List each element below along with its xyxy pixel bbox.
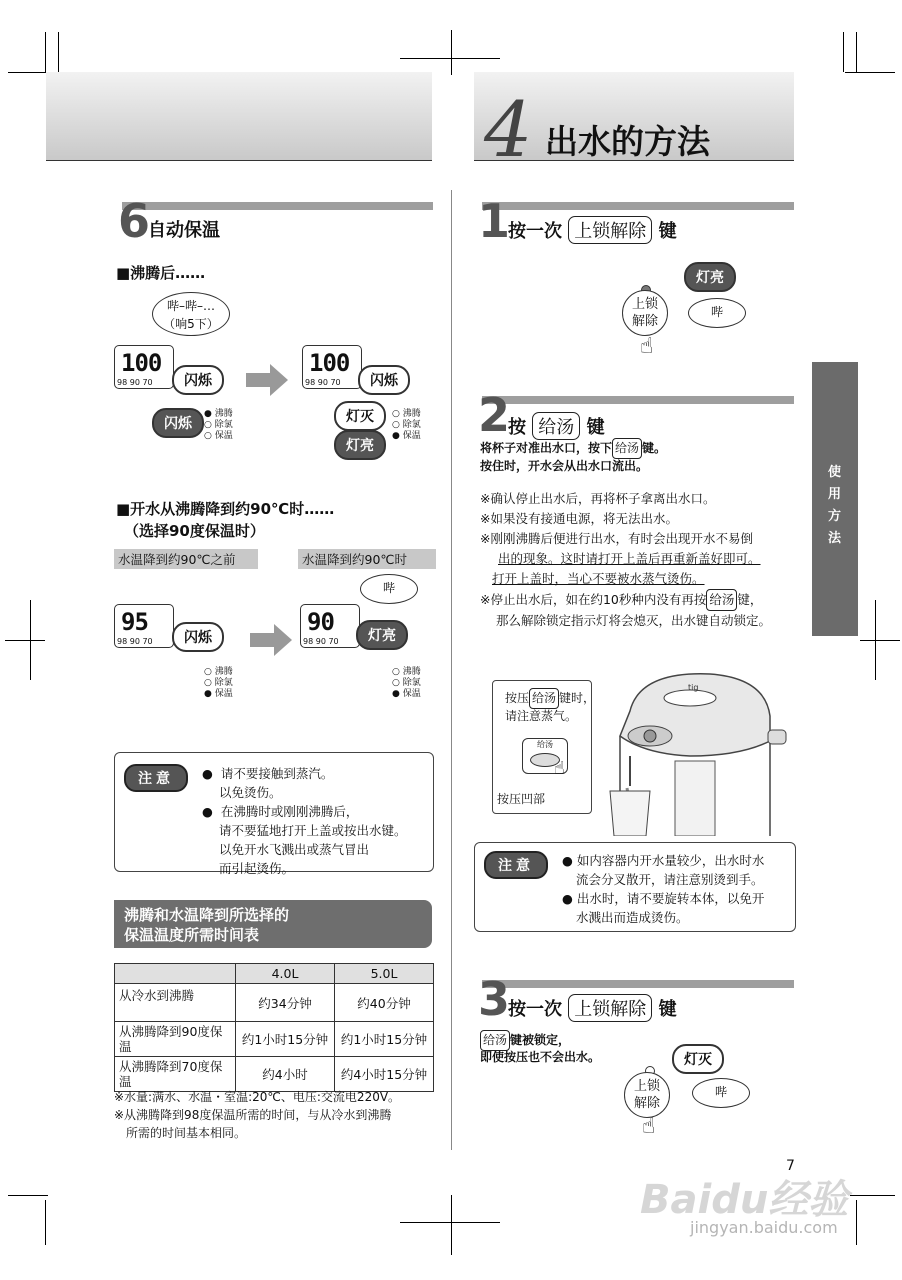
side-tab-char: 使 — [828, 465, 842, 480]
lamp-indicators: ● 沸腾 ○ 除氯 ○ 保温 — [204, 409, 233, 441]
table-header-row — [115, 964, 434, 984]
caution-text: ● 请不要接触到蒸汽。 以免烫伤。 ● 在沸腾时或刚刚沸腾后， 请不要猛地打开上盖或按出水键。 以免开水飞溅出或蒸气冒出 而引起烫伤。 — [202, 764, 432, 878]
lamp-label: 除氯 — [402, 420, 421, 430]
crop-mark — [850, 1195, 895, 1196]
before-label: 水温降到约90℃之前 — [114, 549, 258, 569]
section-bar — [122, 202, 433, 210]
chapter-title: 出水的方法 — [545, 122, 710, 161]
note-line: 键， — [737, 592, 763, 607]
flash-label: 闪烁 — [172, 365, 224, 395]
step-title-text: 键 — [658, 999, 677, 1020]
caution-line: 出水时，请不要旋转本体，以免开 — [576, 891, 765, 906]
beep-bubble — [152, 292, 230, 336]
table-cell: 约1小时15分钟 — [236, 1022, 335, 1057]
watermark-logo: Baidu经验 — [640, 1177, 849, 1223]
flash-label: 闪烁 — [358, 365, 410, 395]
illus-text: 按压 — [505, 691, 530, 705]
flash-label: 闪烁 — [172, 622, 224, 652]
illus-text: 键时， — [559, 691, 596, 705]
button-label: 解除 — [633, 1096, 660, 1111]
caution-line: 以免烫伤。 — [219, 785, 282, 800]
table-header: 4.0L — [236, 964, 335, 984]
unlock-button[interactable] — [624, 1072, 670, 1118]
press-instruction-text — [505, 688, 595, 709]
lamp-label: 除氯 — [214, 420, 233, 430]
center-divider — [451, 190, 452, 1150]
button-label: 上锁 — [631, 297, 658, 312]
press-instruction-text: 请注意蒸气。 — [505, 709, 578, 723]
step2-text: 键。 — [642, 441, 667, 455]
step-number: 1 — [478, 194, 509, 248]
table-cell: 从冷水到沸腾 — [115, 984, 236, 1022]
crop-mark — [45, 1200, 46, 1245]
temp-display — [302, 345, 362, 389]
cooldown-heading: ■开水从沸腾降到约90℃时…… — [116, 500, 335, 518]
step-title — [508, 216, 677, 244]
arrow-icon — [274, 624, 292, 656]
table-cell: 约4小时15分钟 — [335, 1057, 434, 1092]
caution-tag: 注意 — [484, 851, 548, 879]
beep-bubble: 哔 — [692, 1078, 750, 1108]
svg-text:tig: tig — [688, 683, 699, 692]
flash-label: 闪烁 — [152, 408, 204, 438]
lamp-label: 保温 — [214, 689, 233, 699]
lamp-label: 除氯 — [402, 678, 421, 688]
chapter-number: 4 — [484, 85, 533, 174]
crop-mark — [856, 32, 857, 72]
arrow-icon — [246, 373, 272, 387]
finger-press-icon: ☝ — [640, 334, 654, 359]
caution-line: 水溅出而造成烫伤。 — [576, 910, 689, 925]
step2-text: 将杯子对准出水口，按下 — [480, 441, 613, 455]
crop-mark — [45, 32, 46, 72]
dispense-key-label: 给汤 — [529, 688, 559, 709]
pot-illustration — [590, 666, 790, 836]
temp-value: 95 — [121, 608, 148, 636]
table-cell: 从沸腾降到90度保温 — [115, 1022, 236, 1057]
lamp-off-label: 灯灭 — [334, 401, 386, 431]
lamp-on-label: 灯亮 — [356, 620, 408, 650]
crop-mark — [5, 640, 45, 641]
lamp-indicators: ○ 沸腾 ○ 除氯 ● 保温 — [204, 667, 233, 699]
temp-scale: 98 90 70 — [117, 378, 153, 387]
press-recess-label: 按压凹部 — [497, 792, 546, 806]
side-tab-char: 用 — [828, 487, 842, 502]
table-cell: 从沸腾降到70度保温 — [115, 1057, 236, 1092]
temp-value: 100 — [309, 349, 350, 377]
beep-bubble: 哔 — [688, 298, 746, 328]
arrow-icon — [250, 633, 276, 647]
table-row — [115, 1022, 434, 1057]
step3-line: 即使按压也不会出水。 — [480, 1050, 601, 1064]
unlock-key-label: 上锁解除 — [568, 994, 652, 1022]
note-line: 那么解除锁定指示灯将会熄灭，出水键自动锁定。 — [496, 613, 772, 628]
lamp-label: 保温 — [402, 431, 421, 441]
table-title-line: 沸腾和水温降到所选择的 — [124, 906, 290, 924]
after-boil-heading: ■沸腾后…… — [116, 264, 206, 282]
step-number: 2 — [478, 388, 509, 442]
table-cell: 约34分钟 — [236, 984, 335, 1022]
header-band-left — [46, 72, 432, 161]
note-line: ※从沸腾降到98度保温所需的时间，与从冷水到沸腾 — [114, 1108, 392, 1122]
beep-line: （响5下） — [163, 317, 219, 331]
dispense-key-label: 给汤 — [612, 438, 642, 459]
side-tab — [812, 362, 858, 636]
temp-scale: 98 90 70 — [303, 637, 339, 646]
caution-text: ● 如内容器内开水量较少，出水时水 流会分叉散开，请注意别烫到手。 ● 出水时，请不要旋转本体，以免开 水溅出而造成烫伤。 — [562, 851, 792, 927]
section-bar — [482, 396, 794, 404]
finger-press-icon: ☝ — [554, 758, 565, 779]
lamp-off-label: 灯灭 — [672, 1044, 724, 1074]
caution-tag: 注意 — [124, 764, 188, 792]
arrow-icon — [270, 364, 288, 396]
crop-mark — [400, 58, 500, 59]
page-number: 7 — [786, 1158, 795, 1174]
note-line: ※水量:满水、水温・室温:20℃、电压:交流电220V。 — [114, 1090, 401, 1104]
lamp-label: 沸腾 — [402, 667, 421, 677]
step-title-text: 按 — [508, 417, 526, 438]
note-line: ※停止出水后，如在约10秒种内没有再按 — [480, 592, 707, 607]
crop-mark — [875, 600, 876, 680]
lamp-label: 沸腾 — [214, 409, 233, 419]
note-line: 打开上盖时，当心不要被水蒸气烫伤。 — [492, 571, 705, 586]
note-line: ※确认停止出水后，再将杯子拿离出水口。 — [480, 491, 716, 506]
crop-mark — [58, 32, 59, 72]
unlock-button[interactable] — [622, 290, 668, 336]
caution-line: 流会分叉散开，请注意别烫到手。 — [576, 872, 764, 887]
table-header: 5.0L — [335, 964, 434, 984]
section-number: 6 — [118, 194, 149, 248]
crop-mark — [30, 600, 31, 680]
lamp-on-label: 灯亮 — [334, 430, 386, 460]
watermark-url: jingyan.baidu.com — [690, 1218, 838, 1237]
unlock-key-label: 上锁解除 — [568, 216, 652, 244]
crop-mark — [856, 1200, 857, 1245]
step2-line — [480, 438, 666, 459]
table-title-line: 保温温度所需时间表 — [124, 926, 260, 944]
step-number: 3 — [478, 972, 509, 1026]
caution-line: 请不要接触到蒸汽。 — [220, 766, 334, 781]
step-title-text: 键 — [658, 221, 677, 242]
step3-text: 键被锁定， — [510, 1033, 571, 1047]
crop-mark — [843, 32, 844, 72]
dispense-key-label: 给汤 — [532, 412, 580, 440]
table-title — [114, 900, 432, 948]
lamp-indicators: ○ 沸腾 ○ 除氯 ● 保温 — [392, 409, 421, 441]
lamp-label: 沸腾 — [214, 667, 233, 677]
step2-line: 按住时，开水会从出水口流出。 — [480, 459, 649, 473]
crop-mark — [451, 30, 452, 75]
time-table — [114, 963, 434, 1092]
finger-press-icon: ☝ — [642, 1114, 656, 1139]
temp-value: 100 — [121, 349, 162, 377]
table-notes — [114, 1088, 444, 1142]
section-title: 自动保温 — [148, 220, 220, 241]
table-row — [115, 984, 434, 1022]
crop-mark — [451, 1195, 452, 1255]
step-title-text: 键 — [586, 417, 605, 438]
table-header — [115, 964, 236, 984]
side-tab-char: 法 — [828, 531, 842, 546]
table-row — [115, 1057, 434, 1092]
step-title — [508, 412, 605, 440]
crop-mark — [845, 72, 895, 73]
lamp-label: 保温 — [402, 689, 421, 699]
step-title-text: 按一次 — [508, 999, 562, 1020]
caution-line: 请不要猛地打开上盖或按出水键。 — [219, 823, 407, 838]
note-line: 所需的时间基本相同。 — [126, 1126, 247, 1140]
crop-mark — [400, 1222, 500, 1223]
beep-line: 哔–哔–… — [166, 299, 215, 313]
section-bar — [482, 202, 794, 210]
step-title-text: 按一次 — [508, 221, 562, 242]
temp-display — [300, 604, 360, 648]
temp-display — [114, 604, 174, 648]
lamp-label: 除氯 — [214, 678, 233, 688]
lamp-on-label: 灯亮 — [684, 262, 736, 292]
cooldown-subheading: （选择90度保温时） — [124, 522, 265, 540]
section-bar — [482, 980, 794, 988]
dispense-key-label: 给汤 — [480, 1030, 510, 1051]
note-line: ※如果没有接通电源，将无法出水。 — [480, 511, 678, 526]
button-label: 解除 — [631, 314, 658, 329]
dispense-key-label: 给汤 — [706, 589, 737, 611]
lamp-indicators: ○ 沸腾 ○ 除氯 ● 保温 — [392, 667, 421, 699]
note-line: ※刚刚沸腾后便进行出水，有时会出现开水不易倒 — [480, 531, 753, 546]
caution-line: 在沸腾时或刚刚沸腾后， — [220, 804, 359, 819]
crop-mark — [860, 640, 900, 641]
side-tab-char: 方 — [828, 509, 842, 524]
note-line: 出的现象。这时请打开上盖后再重新盖好即可。 — [498, 551, 761, 566]
crop-mark — [8, 1195, 48, 1196]
step2-notes — [480, 489, 800, 631]
temp-display — [114, 345, 174, 389]
step-title — [508, 994, 677, 1022]
caution-line: 而引起烫伤。 — [219, 861, 295, 876]
lamp-label: 保温 — [214, 431, 233, 441]
temp-value: 90 — [307, 608, 334, 636]
temp-scale: 98 90 70 — [117, 637, 153, 646]
lamp-label: 沸腾 — [402, 409, 421, 419]
caution-line: 以免开水飞溅出或蒸气冒出 — [219, 842, 370, 857]
caution-line: 如内容器内开水量较少，出水时水 — [576, 853, 765, 868]
button-label: 上锁 — [633, 1079, 660, 1094]
table-cell: 约40分钟 — [335, 984, 434, 1022]
dispense-key-label: 给汤 — [537, 740, 553, 749]
table-cell: 约1小时15分钟 — [335, 1022, 434, 1057]
temp-scale: 98 90 70 — [305, 378, 341, 387]
table-cell: 约4小时 — [236, 1057, 335, 1092]
beep-bubble: 哔 — [360, 574, 418, 604]
at-label: 水温降到约90℃时 — [298, 549, 436, 569]
